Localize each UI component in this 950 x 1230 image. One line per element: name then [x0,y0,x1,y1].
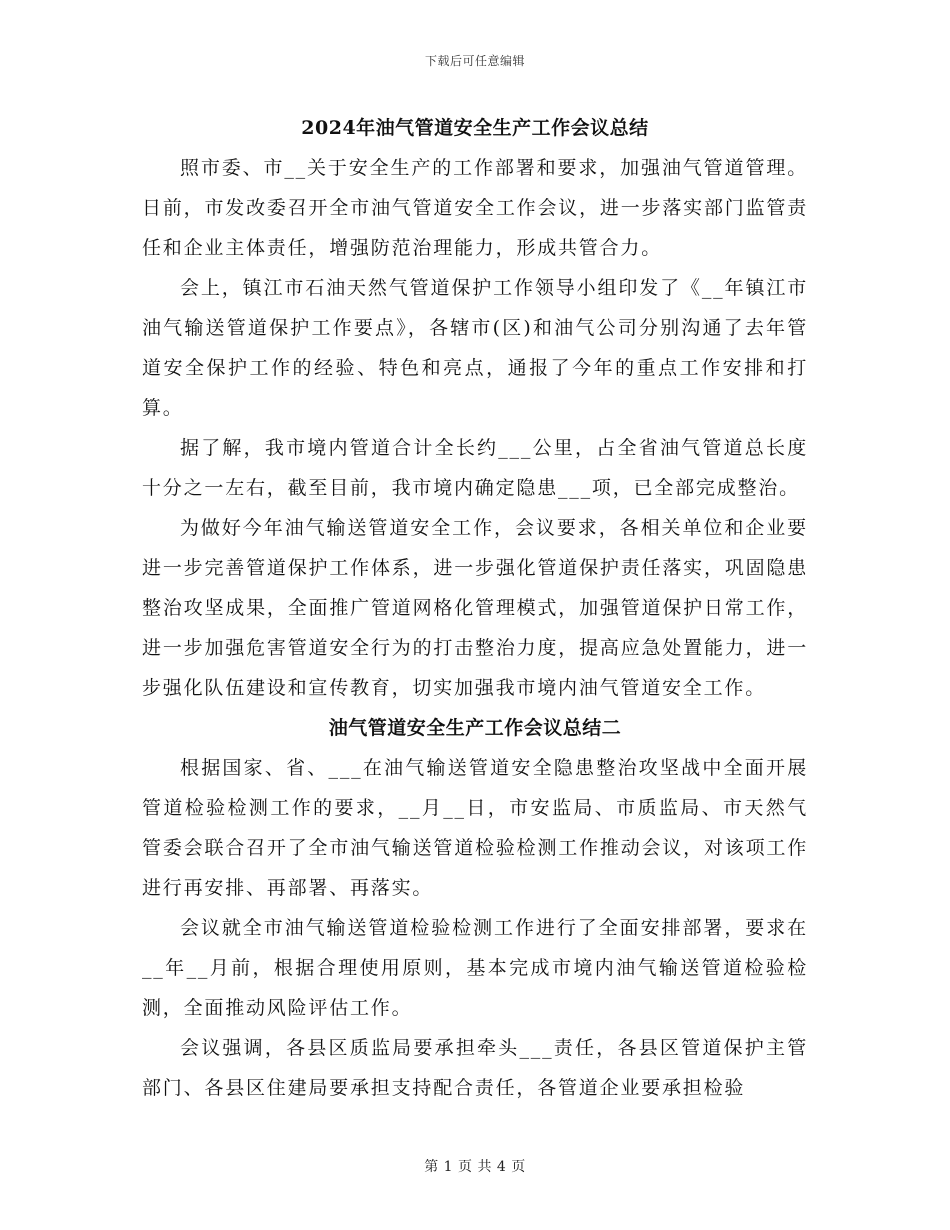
paragraph: 会议强调，各县区质监局要承担牵头___责任，各县区管道保护主管部门、各县区住建局要承担支持配合责任，各管道企业要承担检验 [142,1037,808,1099]
paragraph: 根据国家、省、___在油气输送管道安全隐患整治攻坚战中全面开展管道检验检测工作的要求，__月__日，市安监局、市质监局、市天然气管委会联合召开了全市油气输送管道检验检测工作推动会议，对该项工作进行再安排、再部署、再落实。 [142,757,808,899]
document-title: 2024年油气管道安全生产工作会议总结 [301,117,649,139]
document-body [142,108,808,1108]
paragraph: 会上，镇江市石油天然气管道保护工作领导小组印发了《__年镇江市油气输送管道保护工作要点》，各辖市(区)和油气公司分别沟通了去年管道安全保护工作的经验、特色和亮点，通报了今年的重点工作安排和打算。 [142,277,808,419]
paragraph: 会议就全市油气输送管道检验检测工作进行了全面安排部署，要求在__年__月前，根据合理使用原则，基本完成市境内油气输送管道检验检测，全面推动风险评估工作。 [142,917,808,1019]
page-header-note: 下载后可任意编辑 [424,54,525,68]
paragraph: 照市委、市__关于安全生产的工作部署和要求，加强油气管道管理。日前，市发改委召开全市油气管道安全工作会议，进一步落实部门监管责任和企业主体责任，增强防范治理能力，形成共管合力。 [142,157,808,259]
page-number: 第 1 页 共 4 页 [424,1159,526,1175]
paragraph: 据了解，我市境内管道合计全长约___公里，占全省油气管道总长度十分之一左右，截至目前，我市境内确定隐患___项，已全部完成整治。 [142,437,808,499]
paragraph: 为做好今年油气输送管道安全工作，会议要求，各相关单位和企业要进一步完善管道保护工作体系，进一步强化管道保护责任落实，巩固隐患整治攻坚成果，全面推广管道网格化管理模式，加强管道保护日常工作，进一步加强危害管道安全行为的打击整治力度，提高应急处置能力，进一步强化队伍建设和宣传教育，切实加强我市境内油气管道安全工作。 [142,517,808,699]
section-title: 油气管道安全生产工作会议总结二 [328,717,622,739]
